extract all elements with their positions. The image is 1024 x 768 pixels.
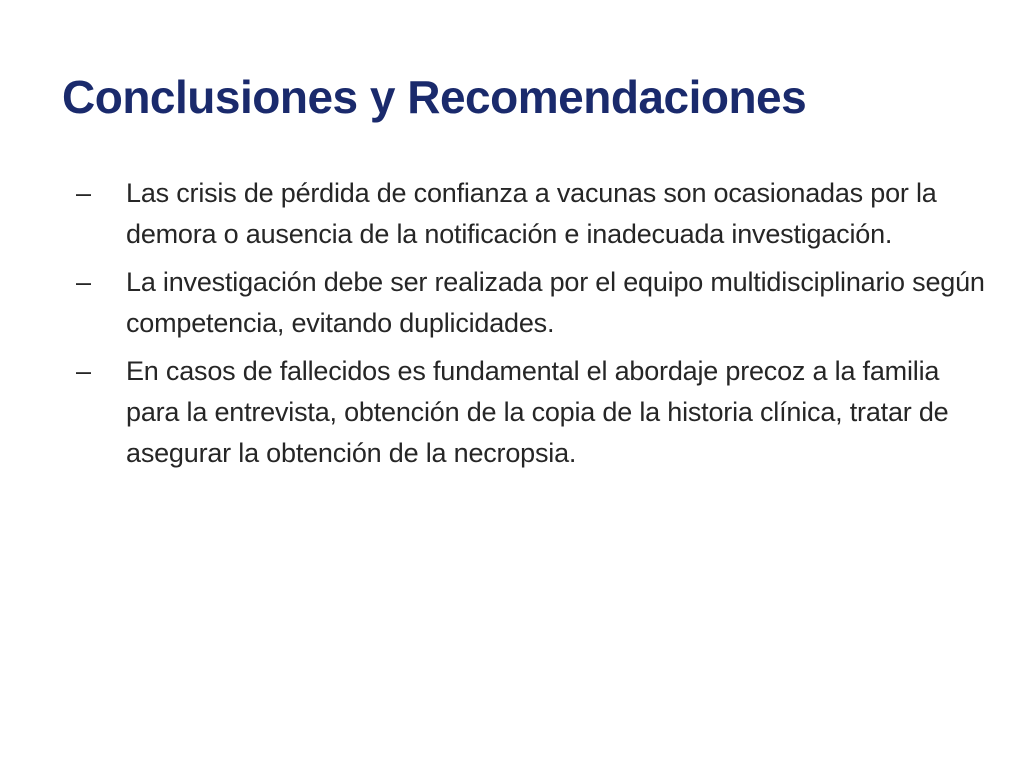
bullet-dash: – [76, 356, 92, 386]
bullet-text: La investigación debe ser realizada por el equipo multidisciplinario según competencia, evitando duplicidades. [126, 267, 985, 338]
slide-title: Conclusiones y Recomendaciones [62, 71, 807, 123]
bullet-text: Las crisis de pérdida de confianza a vacunas son ocasionadas por la demora o ausencia de la notificación e inadecuada investigación. [126, 178, 937, 249]
bullet-item [76, 173, 996, 255]
bullet-dash: – [76, 178, 92, 208]
bullet-dash: – [76, 267, 92, 297]
bullet-item [76, 351, 996, 474]
bullet-item [76, 262, 996, 344]
bullet-text: En casos de fallecidos es fundamental el abordaje precoz a la familia para la entrevista, obtención de la copia de la historia clínica, tratar de asegurar la obtención de la necropsia. [126, 356, 949, 468]
bullet-list [76, 173, 996, 481]
